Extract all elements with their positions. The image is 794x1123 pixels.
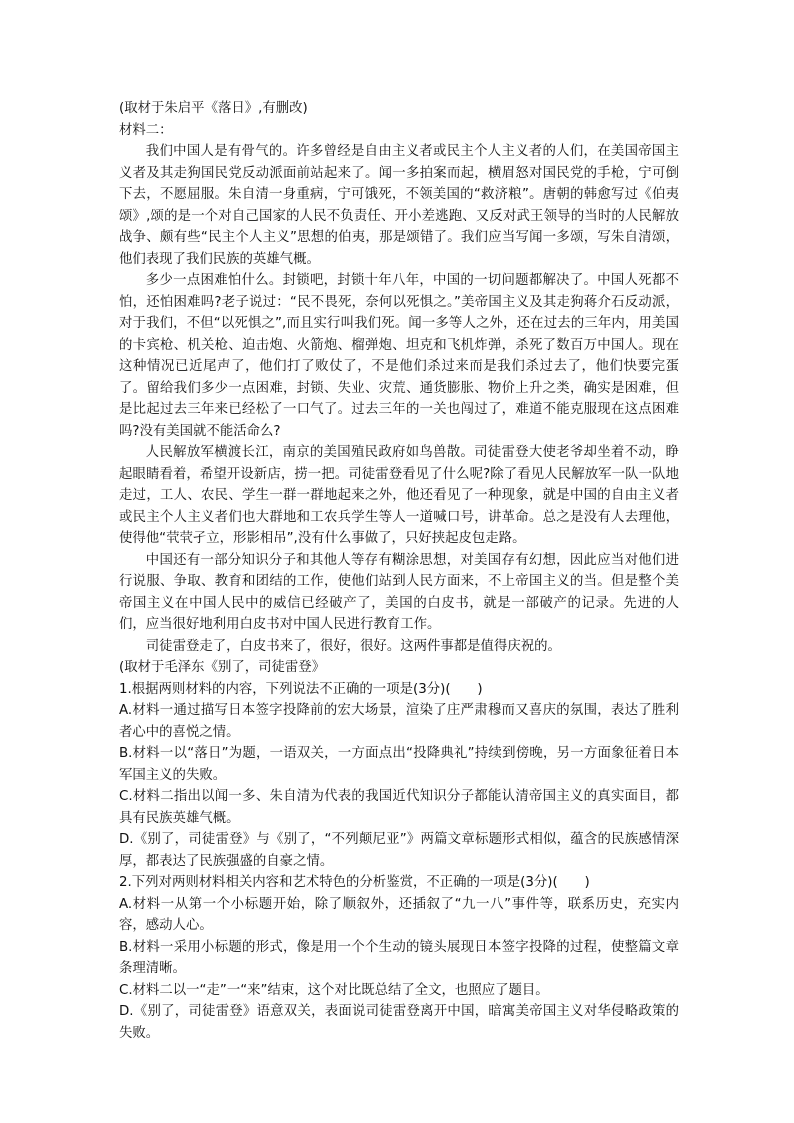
question-2-stem: 2.下列对两则材料相关内容和艺术特色的分析鉴赏，不正确的一项是(3分)( ) [119,875,590,890]
question-1-option-b: B.材料一以“落日”为题，一语双关，一方面点出“投降典礼”持续到傍晚，另一方面象征着日本军国主义的失败。 [119,746,679,783]
question-2-option-d: D.《别了，司徒雷登》语意双关，表面说司徒雷登离开中国，暗寓美帝国主义对华侵略政策的失败。 [119,1004,679,1041]
paragraph-1: 我们中国人是有骨气的。许多曾经是自由主义者或民主个人主义者的人们，在美国帝国主义者及其走狗国民党反动派面前站起来了。闻一多拍案而起，横眉怒对国民党的手枪，宁可倒下去，不愿屈服。朱自清一身重病，宁可饿死，不领美国的“救济粮”。唐朝的韩愈写过《伯夷颂》,颂的是一个对自己国家的人民不负责任、开小差逃跑、又反对武王领导的当时的人民解放战争、颇有些“民主个人主义”思想的伯夷，那是颂错了。我们应当写闻一多颂，写朱自清颂，他们表现了我们民族的英雄气概。 [119,144,679,267]
paragraph-3: 人民解放军横渡长江，南京的美国殖民政府如鸟兽散。司徒雷登大使老爷却坐着不动，睁起眼睛看着，希望开设新店，捞一把。司徒雷登看见了什么呢?除了看见人民解放军一队一队地走过，工人、农民、学生一群一群地起来之外，他还看见了一种现象，就是中国的自由主义者或民主个人主义者们也大群地和工农兵学生等人一道喊口号，讲革命。总之是没有人去理他，使得他“茕茕孑立，形影相吊”,没有什么事做了，只好挟起皮包走路。 [119,445,679,546]
source-citation-2: (取材于毛泽东《别了，司徒雷登》 [119,660,326,675]
question-1-option-d: D.《别了，司徒雷登》与《别了，“不列颠尼亚”》两篇文章标题形式相似，蕴含的民族感情深厚，都表达了民族强盛的自豪之情。 [119,832,679,869]
paragraph-5: 司徒雷登走了，白皮书来了，很好，很好。这两件事都是值得庆祝的。 [145,638,561,654]
question-1-stem: 1.根据两则材料的内容，下列说法不正确的一项是(3分)( ) [119,681,483,697]
document-page [119,98,679,1044]
material-2-heading: 材料二： [119,122,173,138]
source-citation-1: (取材于朱启平《落日》,有删改) [119,101,308,116]
question-1-option-a: A.材料一通过描写日本签字投降前的宏大场景，渲染了庄严肃穆而又喜庆的氛围，表达了胜利者心中的喜悦之情。 [119,703,679,740]
question-2-option-c: C.材料二以一“走”一“来”结束，这个对比既总结了全文，也照应了题目。 [119,982,549,998]
question-1-option-c: C.材料二指出以闻一多、朱自清为代表的我国近代知识分子都能认清帝国主义的真实面目，都具有民族英雄气概。 [119,789,679,826]
paragraph-4: 中国还有一部分知识分子和其他人等存有糊涂思想，对美国存有幻想，因此应当对他们进行说服、争取、教育和团结的工作，使他们站到人民方面来，不上帝国主义的当。但是整个美帝国主义在中国人民中的威信已经破产了，美国的白皮书，就是一部破产的记录。先进的人们，应当很好地利用白皮书对中国人民进行教育工作。 [119,552,679,632]
paragraph-2: 多少一点困难怕什么。封锁吧，封锁十年八年，中国的一切问题都解决了。中国人死都不怕，还怕困难吗?老子说过：“民不畏死，奈何以死惧之。”美帝国主义及其走狗蒋介石反动派，对于我们，不但“以死惧之”,而且实行叫我们死。闻一多等人之外，还在过去的三年内，用美国的卡宾枪、机关枪、迫击炮、火箭炮、榴弹炮、坦克和飞机炸弹，杀死了数百万中国人。现在这种情况已近尾声了，他们打了败仗了，不是他们杀过来而是我们杀过去了，他们快要完蛋了。留给我们多少一点困难，封锁、失业、灾荒、通货膨胀、物价上升之类，确实是困难，但是比起过去三年来已经松了一口气了。过去三年的一关也闯过了，难道不能克服现在这点困难吗?没有美国就不能活命么? [119,273,679,439]
question-2-option-a: A.材料一从第一个小标题开始，除了顺叙外，还插叙了“九一八”事件等，联系历史，充实内容，感动人心。 [119,896,679,933]
question-2-option-b: B.材料一采用小标题的形式，像是用一个个生动的镜头展现日本签字投降的过程，使整篇文章条理清晰。 [119,939,679,976]
